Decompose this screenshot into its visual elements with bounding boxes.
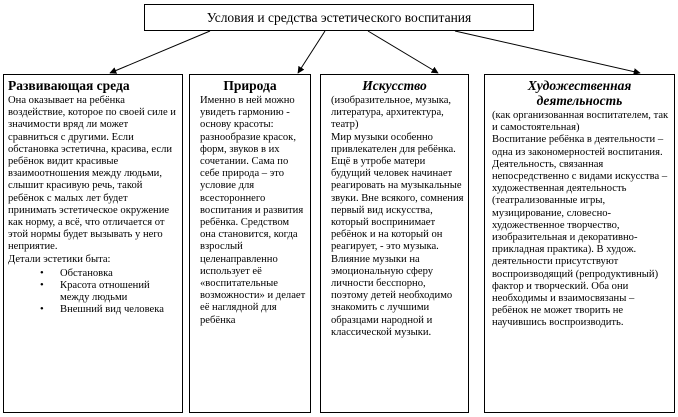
column-body: Именно в ней можно увидеть гармонию - основу красоты: разнообразие красок, форм, звуков в их сочетании. Сама по себе природа – это условие для всестороннего воспитания и развития ребёнка. Средством она становится, когда взрослый целенаправленно использует её «воспитательные возможности» и делает её наглядной для ребёнка bbox=[200, 95, 306, 326]
details-item: • Внешний вид человека bbox=[60, 304, 178, 316]
details-list bbox=[8, 268, 178, 317]
diagram-title: Условия и средства эстетического воспитания bbox=[144, 4, 534, 31]
details-item: • Красота отношений между людьми bbox=[60, 280, 178, 304]
column-body: Мир музыки особенно привлекателен для ребёнка. Ещё в утробе матери будущий человек начинает реагировать на музыкальные звуки. Вне всякого, сомнения первый вид искусства, который воспринимает ребёнок и на который он реагирует, - это музыка. Влияние музыки на эмоциональную сферу личности бесспорно, поэтому детей необходимо знакомить с лучшими образцами народной и классической музыки. bbox=[331, 131, 464, 338]
column-art bbox=[320, 74, 469, 413]
details-item: • Обстановка bbox=[60, 268, 178, 280]
column-environment bbox=[3, 74, 183, 413]
arrow-to-nature bbox=[298, 31, 325, 73]
arrow-to-activity bbox=[455, 31, 640, 73]
arrow-to-art bbox=[368, 31, 438, 73]
column-subheading: (изобразительное, музыка, литература, архитектура, театр) bbox=[331, 95, 452, 131]
column-nature bbox=[189, 74, 311, 413]
column-heading: Художественная деятельность bbox=[527, 78, 632, 108]
column-heading: Искусство bbox=[362, 78, 427, 93]
column-body: Воспитание ребёнка в деятельности – одна из закономерностей воспитания. Деятельность, связанная непосредственно с видами искусства – художественная деятельность (театрализованные игры, музицирование, словесно-художественное творчество, изобразительная и декоративно-прикладная практика). В худож. деятельности присутствуют воспроизводящий (репродуктивный) фактор и творческий. Оба они необходимы и взаимосвязаны – ребёнок не может творить не научившись воспроизводить. bbox=[492, 134, 668, 329]
column-heading: Природа bbox=[223, 78, 277, 93]
arrow-to-environment bbox=[110, 31, 210, 73]
details-label: Детали эстетики быта: bbox=[8, 253, 111, 265]
column-heading: Развивающая среда bbox=[8, 78, 130, 93]
column-subheading: (как организованная воспитателем, так и самостоятельная) bbox=[492, 110, 669, 134]
column-art-activity bbox=[484, 74, 675, 413]
column-body: Она оказывает на ребёнка воздействие, которое по своей силе и значимости вряд ли может сравниться с другими. Если обстановка эстетична, красива, если ребёнок видит красивые взаимоотношения между людьми, слышит красивую речь, такой ребёнок с малых лет будет принимать эстетическое окружение как норму, а всё, что отличается от этой нормы будет вызывать у него неприятие. bbox=[8, 95, 176, 253]
